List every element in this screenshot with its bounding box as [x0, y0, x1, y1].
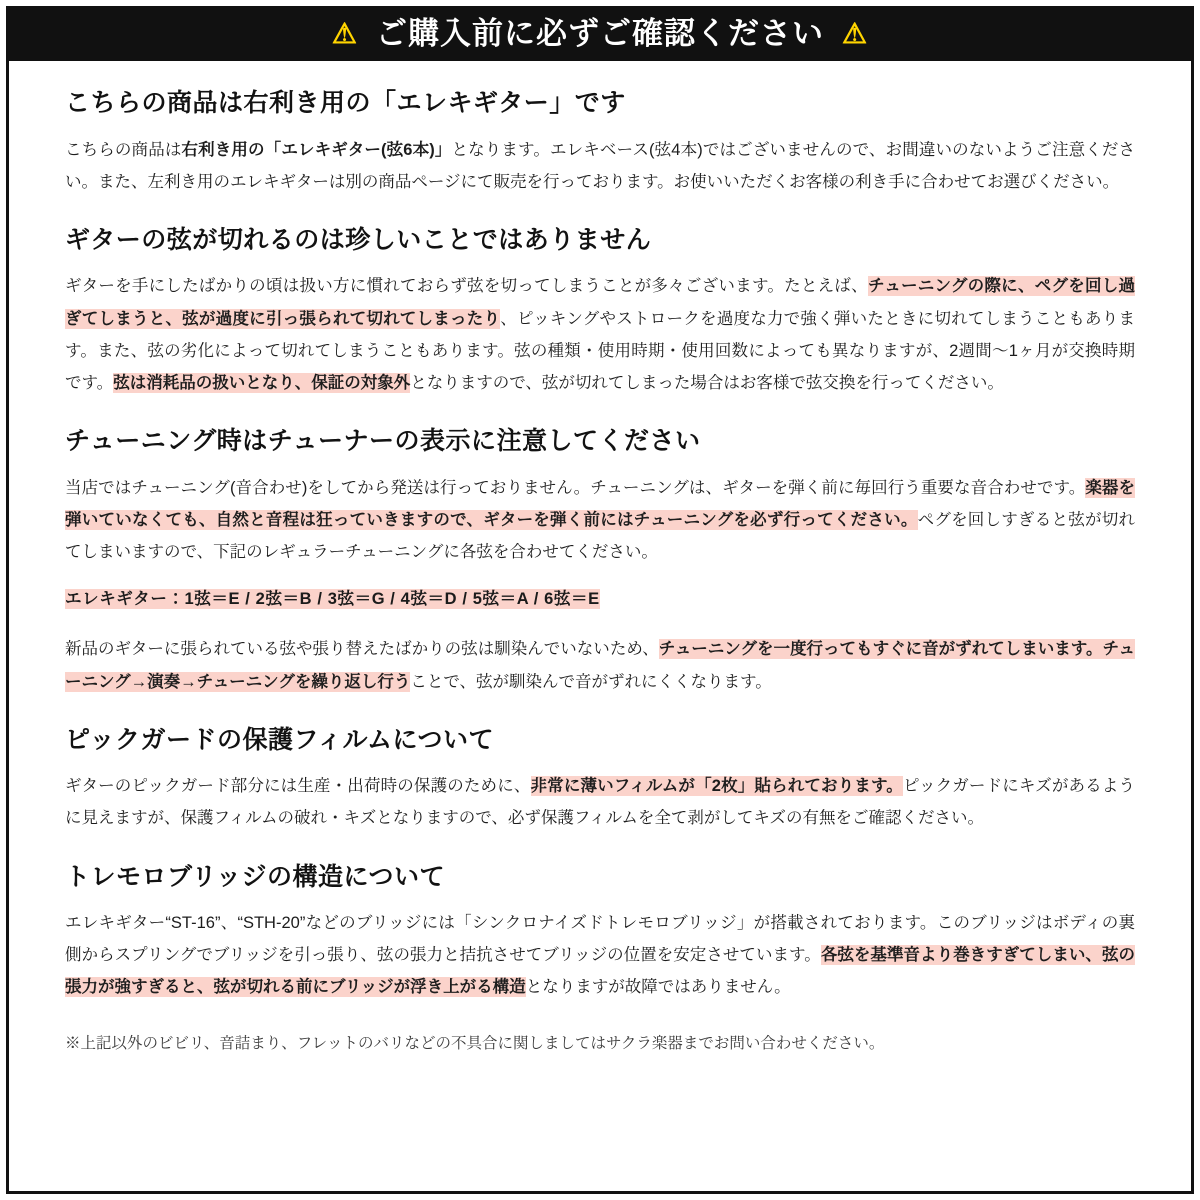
- warning-icon-right: ⚠: [842, 18, 869, 49]
- highlighted-text: 非常に薄いフィルムが「2枚」貼られております。: [530, 777, 903, 796]
- section-tuning: [65, 425, 1135, 698]
- section-heading: ピックガードの保護フィルムについて: [65, 725, 495, 754]
- section-paragraph: [65, 633, 1135, 697]
- warning-icon-left: ⚠: [331, 18, 358, 49]
- section-paragraph: [65, 770, 1135, 834]
- section-heading: こちらの商品は右利き用の「エレキギター」です: [65, 89, 626, 117]
- section-paragraph: [65, 472, 1135, 569]
- text-run: となりますが故障ではありません。: [525, 978, 791, 997]
- text-run: となります。エレキベース(弦4本)ではございませんので、お間違いのないようご注意ください。また、左利き用のエレキギターは別の商品ページにて販売を行っております。お使いいただくお客様の利き手に合わせてお選びください。: [65, 140, 1135, 191]
- section-string-breakage: [65, 224, 1135, 399]
- text-run: エレキギター“ST-16”、“STH-20”などのブリッジには「シンクロナイズドトレモロブリッジ」が搭載されております。このブリッジはボディの裏側からスプリングでブリッジを引っ張り、弦の張力と拮抗させてブリッジの位置を安定させています。: [65, 914, 1135, 965]
- section-heading: ギターの弦が切れるのは珍しいことではありません: [65, 225, 652, 254]
- section-heading: チューニング時はチューナーの表示に注意してください: [65, 427, 701, 456]
- highlighted-text: 弦は消耗品の扱いとなり、保証の対象外: [113, 373, 411, 392]
- section-handedness: [65, 87, 1135, 198]
- section-paragraph: [65, 907, 1135, 1004]
- text-run-bold: 右利き用の「エレキギター(弦6本)」: [181, 140, 452, 159]
- text-run: ギターのピックガード部分には生産・出荷時の保護のために、: [65, 777, 531, 796]
- highlighted-text: チューニングを一度行ってもすぐに音がずれてしまいます。チューニング→演奏→チューニングを繰り返し行う: [65, 640, 1135, 691]
- section-heading: トレモロブリッジの構造について: [65, 862, 446, 891]
- tuning-reference: [65, 584, 1135, 615]
- text-run: ペグを回しすぎると弦が切れてしまいますので、下記のレギュラーチューニングに各弦を合わせてください。: [65, 510, 1135, 561]
- section-pickguard-film: [65, 724, 1135, 835]
- footnote: ※上記以外のビビリ、音詰まり、フレットのバリなどの不具合に関しましてはサクラ楽器までお問い合わせください。: [65, 1034, 885, 1052]
- text-run: ピックガードにキズがあるように見えますが、保護フィルムの破れ・キズとなりますので、必ず保護フィルムを全て剥がしてキズの有無をご確認ください。: [65, 777, 1135, 828]
- document-frame: [6, 6, 1194, 1194]
- section-tremolo-bridge: [65, 861, 1135, 1004]
- text-run: 新品のギターに張られている弦や張り替えたばかりの弦は馴染んでいないため、: [65, 640, 659, 659]
- highlighted-text: 各弦を基準音より巻きすぎてしまい、弦の張力が強すぎると、弦が切れる前にブリッジが浮き上がる構造: [65, 946, 1135, 997]
- banner-title: ご購入前に必ずご確認ください: [376, 16, 824, 52]
- warning-banner: [9, 9, 1191, 61]
- text-run: 、ピッキングやストロークを過度な力で強く弾いたときに切れてしまうこともあります。また、弦の劣化によって切れてしまうこともあります。弦の種類・使用時期・使用回数によっても異なりますが、2週間〜1ヶ月が交換時期です。: [65, 309, 1135, 392]
- highlighted-text: 楽器を弾いていなくても、自然と音程は狂っていきますので、ギターを弾く前にはチューニングを必ず行ってください。: [65, 478, 1135, 529]
- highlighted-text: チューニングの際に、ペグを回し過ぎてしまうと、弦が過度に引っ張られて切れてしまったり: [65, 277, 1135, 328]
- section-paragraph: [65, 134, 1135, 198]
- tuning-line: エレキギター：1弦＝E / 2弦＝B / 3弦＝G / 4弦＝D / 5弦＝A / 6弦＝E: [65, 590, 600, 609]
- section-paragraph: [65, 270, 1135, 399]
- text-run: となりますので、弦が切れてしまった場合はお客様で弦交換を行ってください。: [410, 373, 1004, 392]
- document-body: [9, 61, 1191, 1057]
- text-run: 当店ではチューニング(音合わせ)をしてから発送は行っておりません。チューニングは、ギターを弾く前に毎回行う重要な音合わせです。: [65, 478, 1086, 497]
- text-run: ギターを手にしたばかりの頃は扱い方に慣れておらず弦を切ってしまうことが多々ございます。たとえば、: [65, 277, 868, 296]
- text-run: こちらの商品は: [65, 140, 182, 159]
- text-run: ことで、弦が馴染んで音がずれにくくなります。: [410, 672, 772, 691]
